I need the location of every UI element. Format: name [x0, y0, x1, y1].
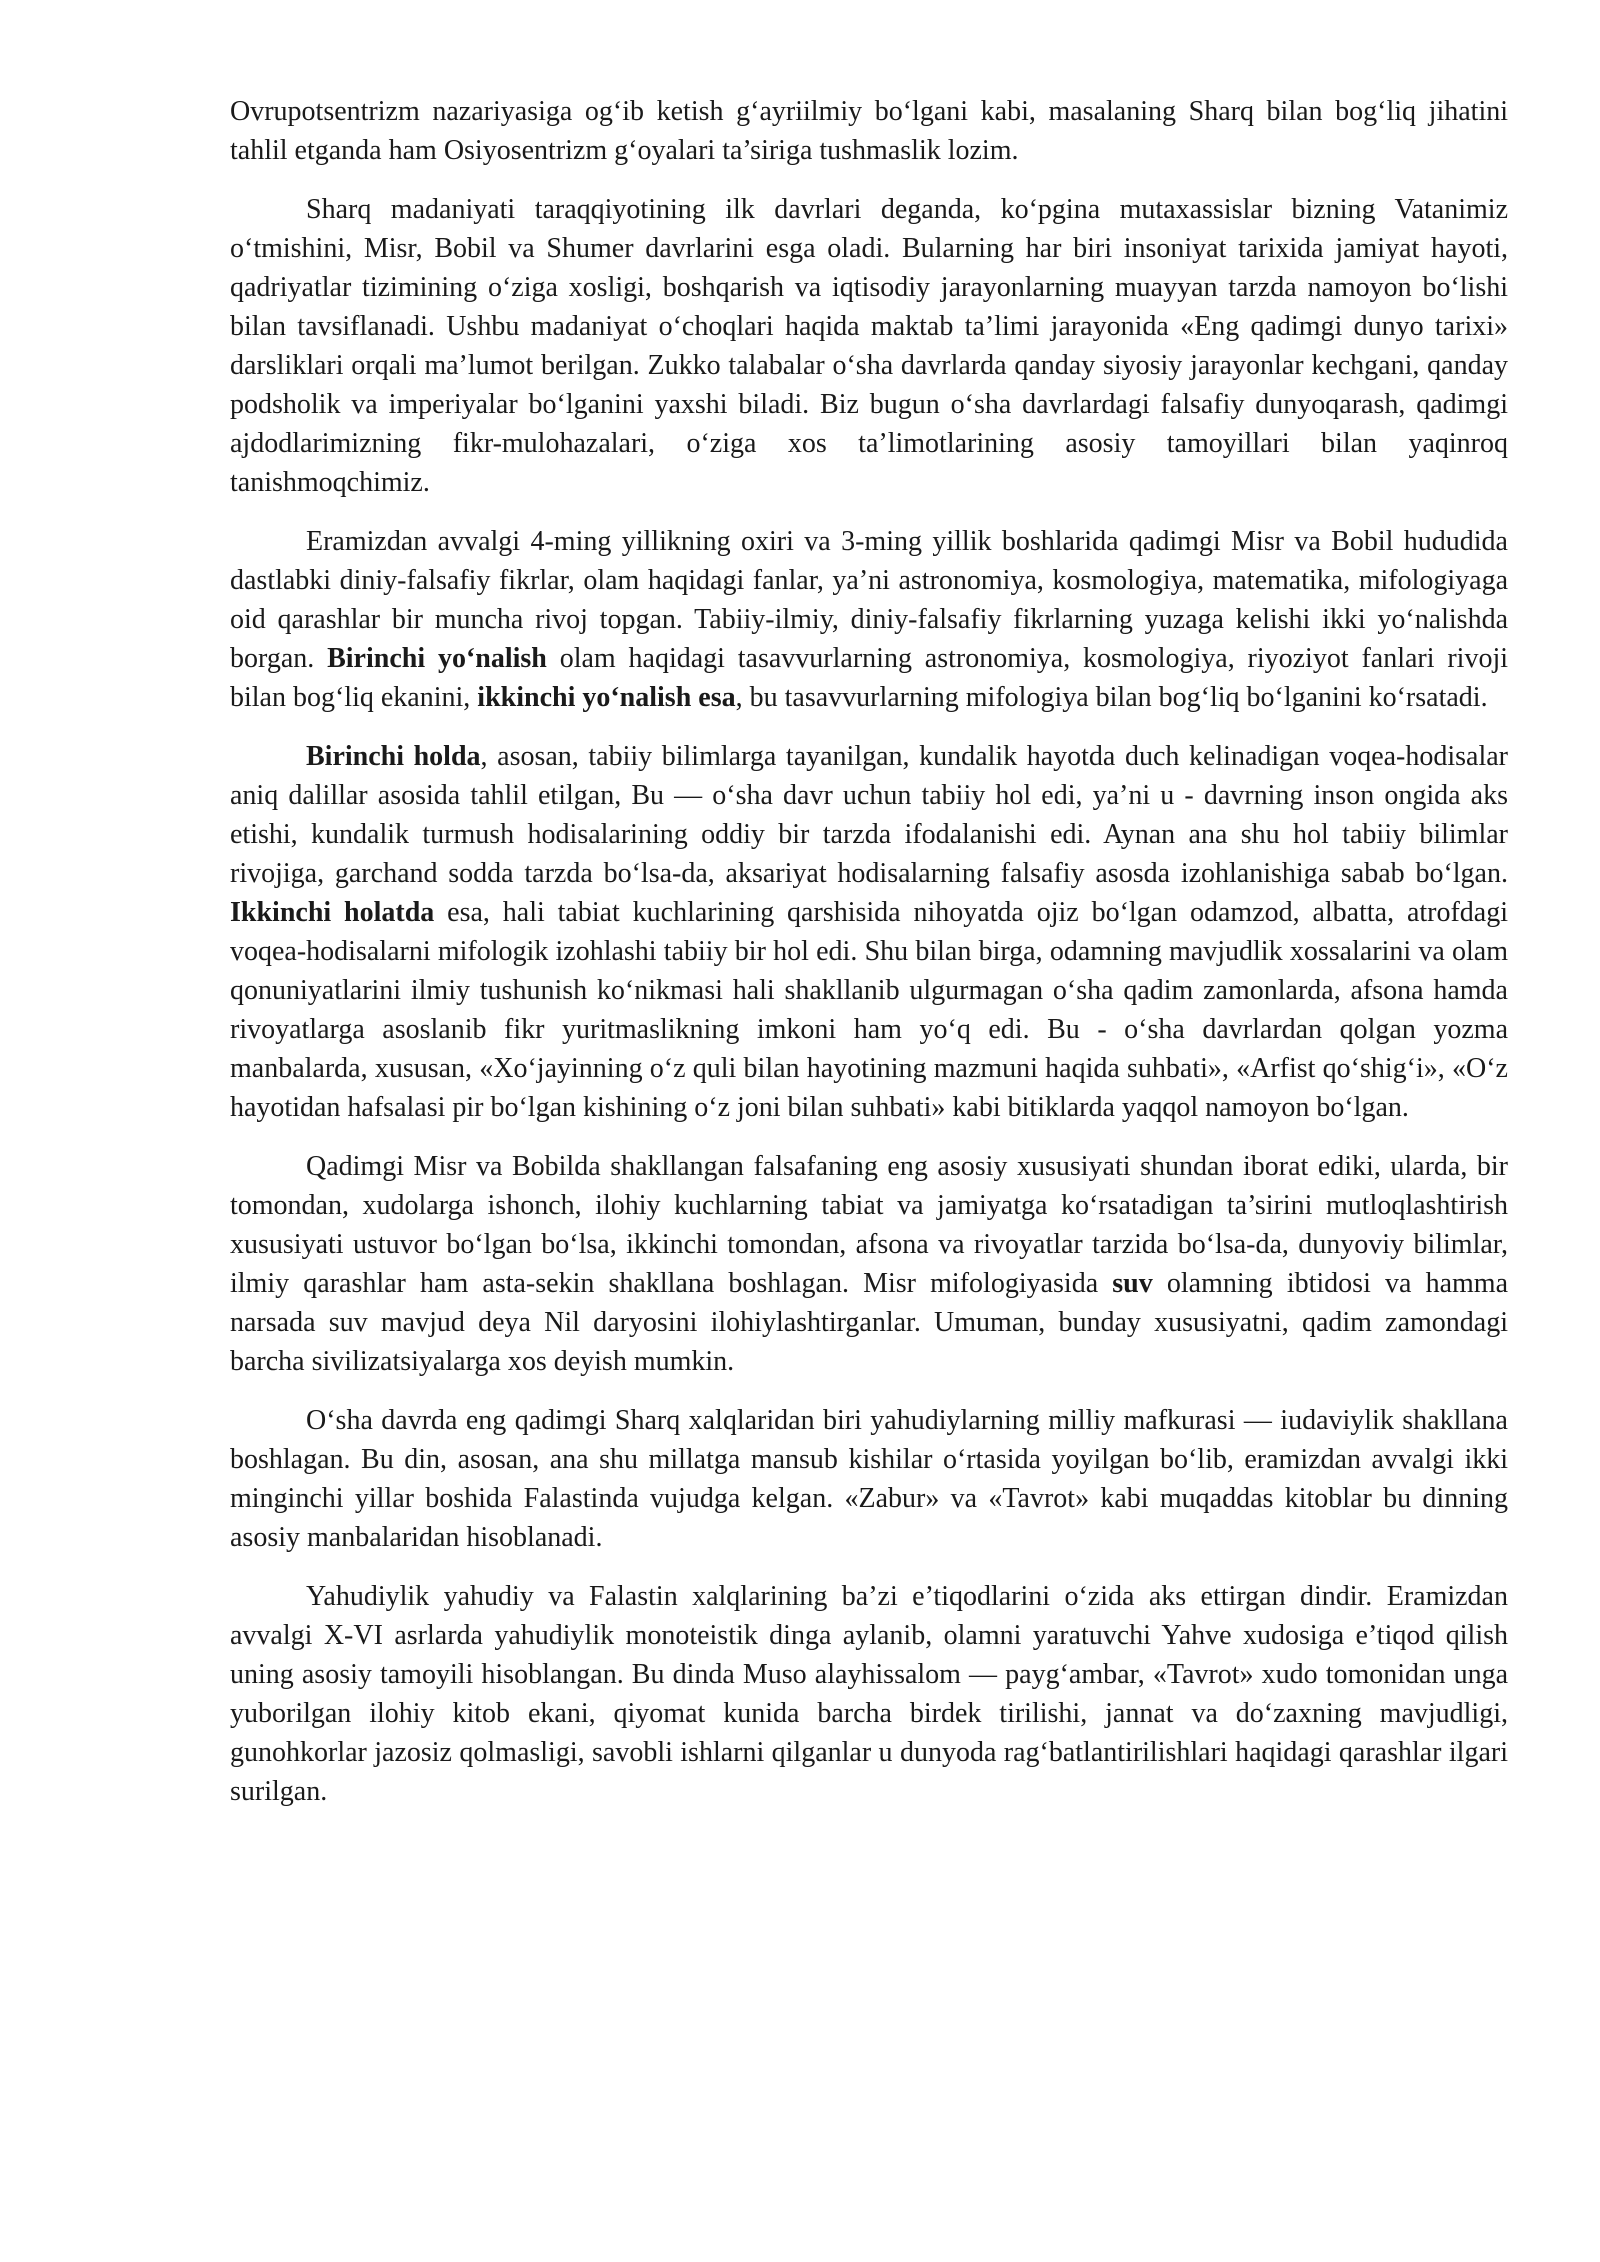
paragraph-3 — [230, 522, 1508, 717]
paragraph-text: O‘sha davrda eng qadimgi Sharq xalqlaridan biri yahudiylarning milliy mafkurasi — iudaviylik shakllana boshlagan. Bu din, asosan, ana shu millatga mansub kishilar o‘rtasida yoyilgan bo‘lib, eramizdan avvalgi ikki minginchi yillar boshida Falastinda vujudga kelgan. «Zabur» va «Tavrot» kabi muqaddas kitoblar bu dinning asosiy manbalaridan hisoblanadi. — [230, 1405, 1508, 1553]
paragraph-6 — [230, 1401, 1508, 1557]
paragraph-text: Sharq madaniyati taraqqiyotining ilk davrlari deganda, ko‘pgina mutaxassislar bizning Vatanimiz o‘tmishini, Misr, Bobil va Shumer davrlarini esga oladi. Bularning har biri insoniyat tarixida jamiyat hayoti, qadriyatlar tizimining o‘ziga xosligi, boshqarish va iqtisodiy jarayonlarning muayyan tarzda namoyon bo‘lishi bilan tavsiflanadi. Ushbu madaniyat o‘choqlari haqida maktab ta’limi jarayonida «Eng qadimgi dunyo tarixi» darsliklari orqali ma’lumot berilgan. Zukko talabalar o‘sha davrlarda qanday siyosiy jarayonlar kechgani, qanday podsholik va imperiyalar bo‘lganini yaxshi biladi. Biz bugun o‘sha davrlardagi falsafiy dunyoqarash, qadimgi ajdodlarimizning fikr-mulohazalari, o‘ziga xos ta’limotlarining asosiy tamoyillari bilan yaqinroq tanishmoqchimiz. — [230, 194, 1508, 498]
paragraph-text: Yahudiylik yahudiy va Falastin xalqlarining ba’zi e’tiqodlarini o‘zida aks ettirgan dindir. Eramizdan avvalgi X-VI asrlarda yahudiylik monoteistik dinga aylanib, olamni yaratuvchi Yahve xudosiga e’tiqod qilish uning asosiy tamoyili hisoblangan. Bu dinda Muso alayhissalom — payg‘ambar, «Tavrot» xudo tomonidan unga yuborilgan ilohiy kitob ekani, qiyomat kunida barcha birdek tirilishi, jannat va do‘zaxning mavjudligi, gunohkorlar jazosiz qolmasligi, savobli ishlarni qilganlar u dunyoda rag‘batlantirilishlari haqidagi qarashlar ilgari surilgan. — [230, 1581, 1508, 1807]
bold-term: ikkinchi yo‘nalish esa — [477, 682, 736, 713]
bold-term: Ikkinchi holatda — [230, 897, 435, 928]
paragraph-5 — [230, 1147, 1508, 1381]
paragraph-text: olamning ibtidosi va hamma narsada suv mavjud deya Nil daryosini ilohiylashtirganlar. Umuman, bunday xususiyatni, qadim zamondagi barcha sivilizatsiyalarga xos deyish mumkin. — [230, 1268, 1508, 1377]
paragraph-text: olam haqidagi tasavvurlarning astronomiya, kosmologiya, riyoziyot fanlari rivoji bilan bog‘liq ekanini, — [230, 643, 1509, 713]
document-page — [230, 92, 1508, 1831]
paragraph-1 — [230, 92, 1508, 170]
bold-term: Birinchi yo‘nalish — [327, 643, 547, 674]
paragraph-text: , bu tasavvurlarning mifologiya bilan bog‘liq bo‘lganini ko‘rsatadi. — [735, 682, 1488, 713]
paragraph-text: Qadimgi Misr va Bobilda shakllangan falsafaning eng asosiy xususiyati shundan iborat ediki, ularda, bir tomondan, xudolarga ishonch, ilohiy kuchlarning tabiat va jamiyatga ko‘rsatadigan ta’sirini mutloqlashtirish xususiyati ustuvor bo‘lgan bo‘lsa, ikkinchi tomondan, afsona va rivoyatlar tarzida bo‘lsa-da, dunyoviy bilimlar, ilmiy qarashlar ham asta-sekin shakllana boshlagan. Misr mifologiyasida — [230, 1151, 1508, 1299]
bold-term: Birinchi holda — [306, 741, 481, 772]
paragraph-text: Eramizdan avvalgi 4-ming yillikning oxiri va 3-ming yillik boshlarida qadimgi Misr va Bobil hududida dastlabki diniy-falsafiy fikrlar, olam haqidagi fanlar, ya’ni astronomiya, kosmologiya, matematika, mifologiyaga oid qarashlar bir muncha rivoj topgan. Tabiiy-ilmiy, diniy-falsafiy fikrlarning yuzaga kelishi ikki yo‘nalishda borgan. — [230, 526, 1508, 674]
paragraph-7 — [230, 1577, 1508, 1811]
bold-term: suv — [1112, 1268, 1153, 1299]
paragraph-4 — [230, 737, 1508, 1127]
paragraph-2 — [230, 190, 1508, 502]
paragraph-text: esa, hali tabiat kuchlarining qarshisida nihoyatda ojiz bo‘lgan odamzod, albatta, atrofdagi voqea-hodisalarni mifologik izohlashi tabiiy bir hol edi. Shu bilan birga, odamning mavjudlik xossalarini va olam qonuniyatlarini ilmiy tushunish ko‘nikmasi hali shakllanib ulgurmagan o‘sha qadim zamonlarda, afsona hamda rivoyatlarga asoslanib fikr yuritmaslikning imkoni ham yo‘q edi. Bu - o‘sha davrlardan qolgan yozma manbalarda, xususan, «Xo‘jayinning o‘z quli bilan hayotining mazmuni haqida suhbati», «Arfist qo‘shig‘i», «O‘z hayotidan hafsalasi pir bo‘lgan kishining o‘z joni bilan suhbati» kabi bitiklarda yaqqol namoyon bo‘lgan. — [230, 897, 1509, 1123]
paragraph-text: , asosan, tabiiy bilimlarga tayanilgan, kundalik hayotda duch kelinadigan voqea-hodisalar aniq dalillar asosida tahlil etilgan, Bu — o‘sha davr uchun tabiiy hol edi, ya’ni u - davrning inson ongida aks etishi, kundalik turmush hodisalarining oddiy bir tarzda ifodalanishi edi. Aynan ana shu hol tabiiy bilimlar rivojiga, garchand sodda tarzda bo‘lsa-da, aksariyat hodisalarning falsafiy asosda izohlanishiga sabab bo‘lgan. — [230, 741, 1509, 889]
paragraph-text: Ovrupotsentrizm nazariyasiga og‘ib ketish g‘ayriilmiy bo‘lgani kabi, masalaning Sharq bilan bog‘liq jihatini tahlil etganda ham Osiyosentrizm g‘oyalari ta’siriga tushmaslik lozim. — [230, 96, 1508, 166]
